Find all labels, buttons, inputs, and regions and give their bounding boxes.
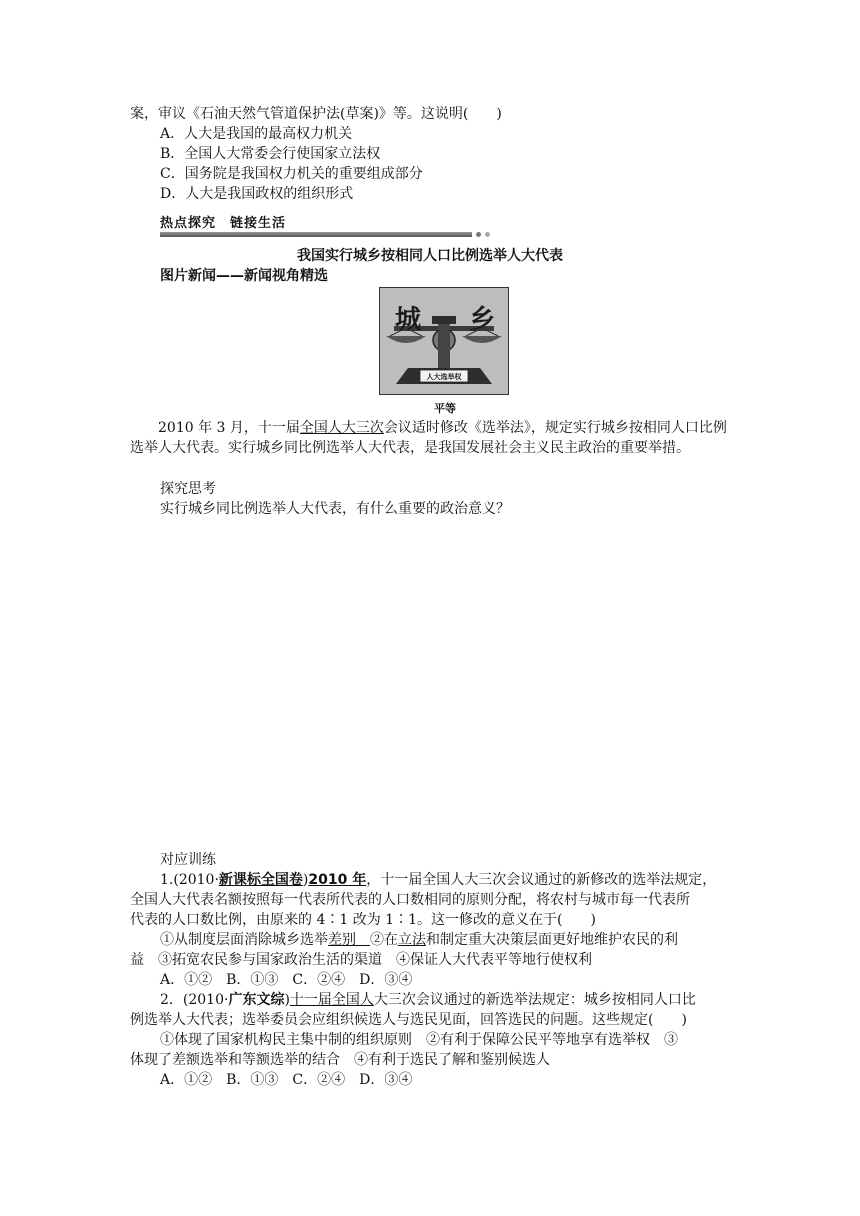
q1-text: 和制定重大决策层面更好地维护农民的利 [426, 932, 678, 948]
q2-underlined: 十一届全国人 [289, 992, 374, 1008]
option-d: D．人大是我国政权的组织形式 [160, 186, 354, 202]
q1-text: 1.(2010· [160, 872, 219, 888]
paragraph-text: 2010 年 3 月，十一届 [130, 420, 300, 436]
q1-line1 [160, 870, 716, 890]
q2-text: ) [284, 992, 290, 1008]
q1-text: ，十一届全国人大三次会议通过的新修改的选举法规定， [366, 872, 717, 888]
q1-source: 新课标全国卷 [218, 872, 303, 888]
q1-text: ②在 [370, 932, 398, 948]
banner-dot [476, 232, 481, 237]
section-banner [160, 210, 490, 240]
option-b: B．全国人大常委会行使国家立法权 [160, 146, 381, 162]
question-stem: 案，审议《石油天然气管道保护法(草案)》等。这说明( ) [130, 106, 502, 122]
q1-underlined: 差别 [328, 932, 370, 948]
q1-line3: 代表的人口数比例，由原来的 4∶1 改为 1∶1。这一修改的意义在于( ) [130, 912, 596, 928]
q1-answers: A．①② B．①③ C．②④ D．③④ [160, 972, 413, 988]
balance-scale-illustration [379, 287, 509, 395]
q1-text: ①从制度层面消除城乡选举 [160, 932, 328, 948]
q2-answers: A．①② B．①③ C．②④ D．③④ [160, 1072, 413, 1088]
q1-year: 2010 年 [308, 872, 367, 888]
q1-text: ) [302, 872, 309, 888]
q1-underlined: 立法 [398, 932, 426, 948]
training-title: 对应训练 [160, 852, 216, 868]
q2-line2: 例选举人大代表；选举委员会应组织候选人与选民见面，回答选民的问题。这些规定( ) [130, 1012, 687, 1028]
q1-line5: 益 ③拓宽农民参与国家政治生活的渠道 ④保证人大代表平等地行使权利 [130, 952, 592, 968]
banner-rule [160, 232, 472, 237]
q1-line2: 全国人大代表名额按照每一代表所代表的人口数相同的原则分配，将农村与城市每一代表所 [130, 892, 690, 908]
q1-line4 [160, 930, 678, 950]
q2-line3: ①体现了国家机构民主集中制的组织原则 ②有利于保障公民平等地享有选举权 ③ [160, 1032, 678, 1048]
q2-text: 大三次会议通过的新选举法规定：城乡按相同人口比 [373, 992, 696, 1008]
q2-line4: 体现了差额选举和等额选举的结合 ④有利于选民了解和鉴别候选人 [130, 1052, 550, 1068]
news-paragraph [130, 418, 730, 458]
q2-line1 [160, 990, 696, 1010]
q2-source: 广东文综 [228, 992, 285, 1008]
q2-text: 2．(2010· [160, 992, 229, 1008]
news-title: 我国实行城乡按相同人口比例选举人大代表 [297, 248, 563, 264]
option-a: A．人大是我国的最高权力机关 [160, 126, 353, 142]
scale-base-label: 人大选举权 [426, 373, 462, 381]
balance-scale-icon [380, 288, 508, 394]
option-c: C．国务院是我国权力机关的重要组成部分 [160, 166, 423, 182]
paragraph-text: 会议适时修改《选举法》，规定实行城乡按相同人口比例选举人大代表。实行城乡同比例选举人大代表，是我国发展社会主义民主政治的重要举措。 [130, 420, 727, 456]
explore-question: 实行城乡同比例选举人大代表，有什么重要的政治意义？ [160, 501, 510, 517]
paragraph-underlined: 全国人大三次 [299, 420, 384, 436]
figure-caption: 平等 [434, 402, 456, 415]
explore-label: 探究思考 [160, 481, 216, 497]
scale-right-char: 乡 [468, 305, 496, 335]
banner-dot [485, 232, 490, 237]
scale-left-char: 城 [394, 305, 422, 335]
section-banner-text: 热点探究 链接生活 [160, 216, 287, 231]
picture-news-title: 图片新闻——新闻视角精选 [160, 268, 328, 284]
